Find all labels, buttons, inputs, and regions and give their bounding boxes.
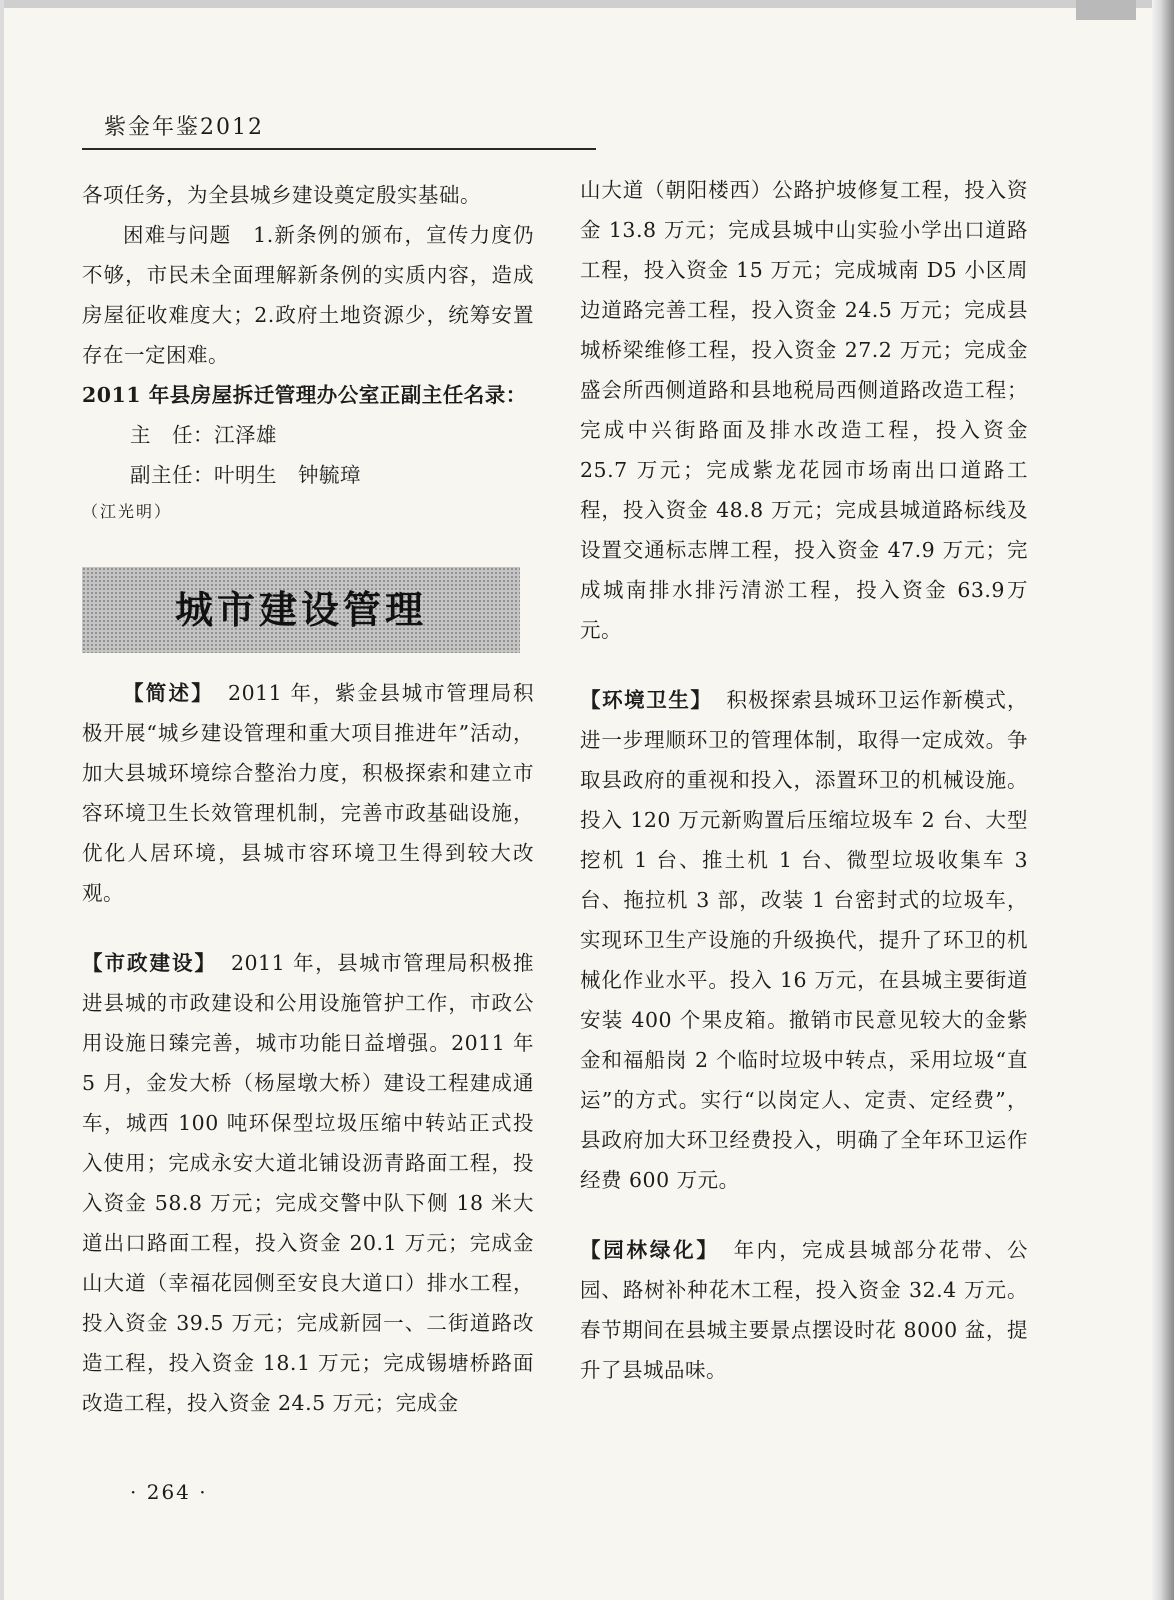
scan-edge-left <box>0 0 4 1600</box>
sanitation-paragraph <box>580 680 1028 1200</box>
sanitation-lead: 【环境卫生】 <box>580 688 713 712</box>
municipal-lead: 【市政建设】 <box>82 951 217 975</box>
author-credit: （江光明） <box>82 502 173 521</box>
overview-text: 2011 年，紫金县城市管理局积极开展“城乡建设管理和重大项目推进年”活动，加大县城环境综合整治力度，积极探索和建立市容环境卫生长效管理机制，完善市政基础设施，优化人居环境，县城市容环境卫生得到较大改观。 <box>82 681 535 905</box>
page-number: · 264 · <box>130 1480 208 1504</box>
problems-paragraph: 困难与问题 1.新条例的颁布，宣传力度仍不够，市民未全面理解新条例的实质内容，造成房屋征收难度大；2.政府土地资源少，统筹安置存在一定困难。 <box>82 223 534 367</box>
left-column <box>82 175 534 1423</box>
roster-deputy: 副主任：叶明生 钟毓璋 <box>130 463 361 487</box>
right-column <box>580 170 1028 1390</box>
scan-edge-right <box>1152 0 1174 1600</box>
greening-paragraph <box>580 1230 1028 1390</box>
running-head: 紫金年鉴2012 <box>104 115 264 140</box>
section-title: 城市建设管理 <box>174 588 427 632</box>
municipal-continued: 山大道（朝阳楼西）公路护坡修复工程，投入资金 13.8 万元；完成县城中山实验小学出口道路工程，投入资金 15 万元；完成城南 D5 小区周边道路完善工程，投入资金 24.5 万元；完成县城桥梁维修工程，投入资金 27.2 万元；完成金盛会所西侧道路和县地税局西侧道路改造工程；完成中兴街路面及排水改造工程，投入资金 25.7 万元；完成紫龙花园市场南出口道路工程，投入资金 48.8 万元；完成县城道路标线及设置交通标志牌工程，投入资金 47.9 万元；完成城南排水排污清淤工程，投入资金 63.9万元。 <box>580 178 1028 642</box>
municipal-paragraph <box>82 943 534 1423</box>
header-rule <box>82 148 596 150</box>
section-banner <box>82 567 520 653</box>
roster-director: 主 任：江泽雄 <box>130 423 277 447</box>
intro-tail: 各项任务，为全县城乡建设奠定殷实基础。 <box>82 183 481 207</box>
greening-lead: 【园林绿化】 <box>580 1238 720 1262</box>
overview-lead: 【简述】 <box>123 681 215 705</box>
municipal-text: 2011 年，县城市管理局积极推进县城的市政建设和公用设施管护工作，市政公用设施日臻完善，城市功能日益增强。2011 年 5 月，金发大桥（杨屋墩大桥）建设工程建成通车，城西 100 吨环保型垃圾压缩中转站正式投入使用；完成永安大道北铺设沥青路面工程，投入资金 58.8 万元；完成交警中队下侧 18 米大道出口路面工程，投入资金 20.1 万元；完成金山大道（幸福花园侧至安良大道口）排水工程，投入资金 39.5 万元；完成新园一、二街道路改造工程，投入资金 18.1 万元；完成锡塘桥路面改造工程，投入资金 24.5 万元；完成金 <box>82 951 535 1415</box>
sanitation-text: 积极探索县城环卫运作新模式，进一步理顺环卫的管理体制，取得一定成效。争取县政府的重视和投入，添置环卫的机械设施。投入 120 万元新购置后压缩垃圾车 2 台、大型挖机 1 台、推土机 1 台、微型垃圾收集车 3 台、拖拉机 3 部，改装 1 台密封式的垃圾车，实现环卫生产设施的升级换代，提升了环卫的机械化作业水平。投入 16 万元，在县城主要街道安装 400 个果皮箱。撤销市民意见较大的金紫金和福船岗 2 个临时垃圾中转点，采用垃圾“直运”的方式。实行“以岗定人、定责、定经费”，县政府加大环卫经费投入，明确了全年环卫运作经费 600 万元。 <box>580 688 1029 1192</box>
scan-edge-top <box>0 0 1174 8</box>
overview-paragraph <box>82 673 534 913</box>
roster-title: 2011 年县房屋拆迁管理办公室正副主任名录： <box>82 383 527 407</box>
greening-text: 年内，完成县城部分花带、公园、路树补种花木工程，投入资金 32.4 万元。春节期间在县城主要景点摆设时花 8000 盆，提升了县城品味。 <box>580 1238 1029 1382</box>
scan-corner-mark <box>1076 0 1136 20</box>
